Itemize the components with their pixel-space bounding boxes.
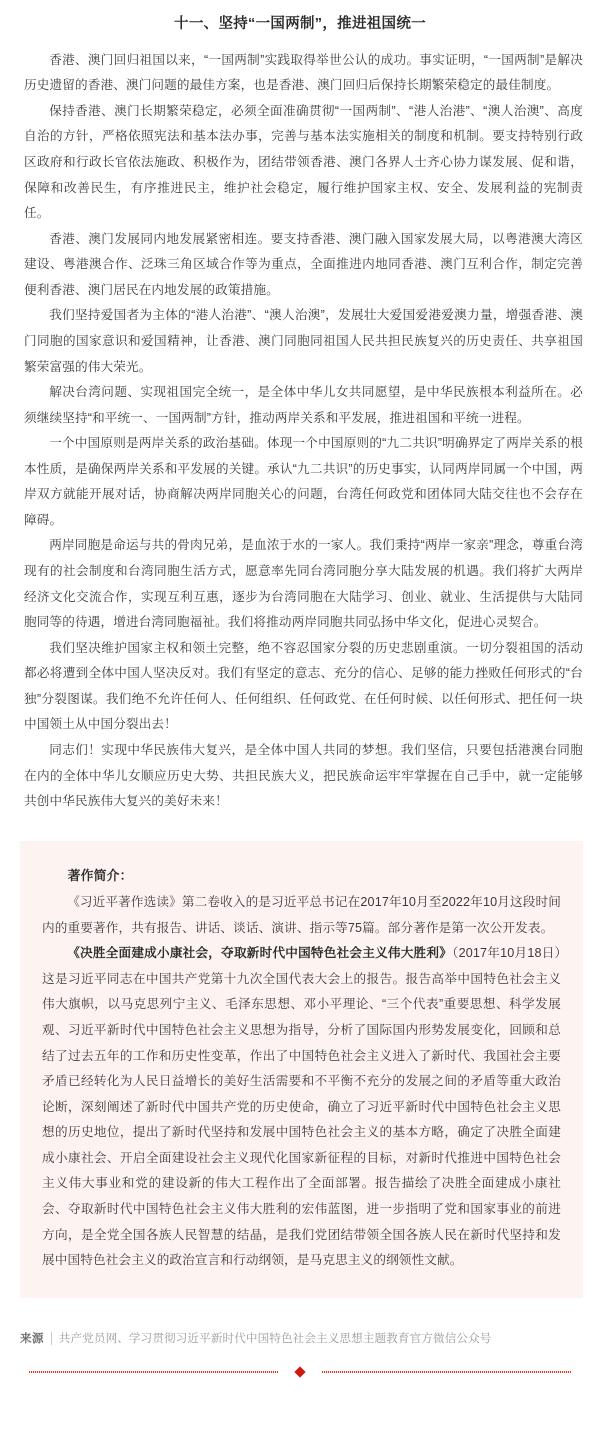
featured-work-title: 《决胜全面建成小康社会，夺取新时代中国特色社会主义伟大胜利》: [67, 946, 453, 961]
source-divider: [51, 1332, 52, 1345]
paragraph: 解决台湾问题、实现祖国完全统一，是全体中华儿女共同愿望，是中华民族根本利益所在。必须继续坚持“和平统一、一国两制”方针，推动两岸关系和平发展，推进祖国和平统一进程。: [24, 385, 583, 425]
source-label: 来源: [20, 1331, 44, 1345]
paragraph: 我们坚决维护国家主权和领土完整，绝不容忍国家分裂的历史悲剧重演。一切分裂祖国的活动都必将遭到全体中国人坚决反对。我们有坚定的意志、充分的信心、足够的能力挫败任何形式的“台独”分裂图谋。我们绝不允许任何人、任何组织、任何政党、在任何时候、以任何形式、把任何一块中国领土从中国分裂出去！: [24, 640, 583, 732]
decorative-divider: [20, 1368, 580, 1376]
source-text: 共产党员网、学习贯彻习近平新时代中国特色社会主义思想主题教育官方微信公众号: [58, 1331, 492, 1345]
paragraph: 一个中国原则是两岸关系的政治基础。体现一个中国原则的“九二共识”明确界定了两岸关系的根本性质，是确保两岸关系和平发展的关键。承认“九二共识”的历史事实，认同两岸同属一个中国，两岸双方就能开展对话，协商解决两岸同胞关心的问题，台湾任何政党和团体同大陆交往也不会存在障碍。: [24, 436, 583, 527]
paragraph: 同志们！实现中华民族伟大复兴，是全体中国人共同的梦想。我们坚信，只要包括港澳台同胞在内的全体中华儿女顺应历史大势、共担民族大义，把民族命运牢牢掌握在自己手中，就一定能够共创中华民族伟大复兴的美好未来！: [24, 742, 583, 809]
dotted-line-left-icon: [29, 1371, 278, 1373]
featured-work-paragraph: [42, 941, 561, 1273]
dotted-line-right-icon: [322, 1371, 571, 1373]
paragraph: 保持香港、澳门长期繁荣稳定，必须全面准确贯彻“一国两制”、“港人治港”、“澳人治澳”、高度自治的方针，严格依照宪法和基本法办事，完善与基本法实施相关的制度和机制。要支持特别行政区政府和行政长官依法施政、积极作为，团结带领香港、澳门各界人士齐心协力谋发展、促和谐，保障和改善民生，有序推进民主，维护社会稳定，履行维护国家主权、安全、发展利益的宪制责任。: [24, 103, 583, 221]
featured-work-description: （2017年10月18日）这是习近平同志在中国共产党第十九次全国代表大会上的报告。报告高举中国特色社会主义伟大旗帜，以马克思列宁主义、毛泽东思想、邓小平理论、“三个代表”重要思想、科学发展观、习近平新时代中国特色社会主义思想为指导，分析了国际国内形势发展变化，回顾和总结了过去五年的工作和历史性变革，作出了中国特色社会主义进入了新时代、我国社会主要矛盾已经转化为人民日益增长的美好生活需要和不平衡不充分的发展之间的矛盾等重大政治论断，深刻阐述了新时代中国共产党的历史使命，确立了习近平新时代中国特色社会主义思想的历史地位，提出了新时代坚持和发展中国特色社会主义的基本方略，确定了决胜全面建成小康社会、开启全面建设社会主义现代化国家新征程的目标，对新时代推进中国特色社会主义伟大事业和党的建设新的伟大工程作出了全面部署。报告描绘了决胜全面建成小康社会、夺取新时代中国特色社会主义伟大胜利的宏伟蓝图，进一步指明了党和国家事业的前进方向，是全党全国各族人民智慧的结晶，是我们党团结带领全国各族人民在新时代坚持和发展中国特色社会主义的政治宣言和行动纲领，是马克思主义的纲领性文献。: [42, 946, 561, 1268]
diamond-icon: [294, 1367, 305, 1378]
paragraph: 香港、澳门回归祖国以来，“一国两制”实践取得举世公认的成功。事实证明，“一国两制”是解决历史遗留的香港、澳门问题的最佳方案，也是香港、澳门回归后保持长期繁荣稳定的最佳制度。: [24, 52, 583, 93]
page-title: 十一、坚持“一国两制”，推进祖国统一: [174, 16, 426, 32]
book-intro-box: [20, 841, 583, 1298]
article-body: [0, 36, 600, 815]
source-line: [20, 1330, 580, 1349]
paragraph: 两岸同胞是命运与共的骨肉兄弟，是血浓于水的一家人。我们秉持“两岸一家亲”理念，尊重台湾现有的社会制度和台湾同胞生活方式，愿意率先同台湾同胞分享大陆发展的机遇。我们将扩大两岸经济文化交流合作，实现互利互惠，逐步为台湾同胞在大陆学习、创业、就业、生活提供与大陆同胞同等的待遇，增进台湾同胞福祉。我们将推动两岸同胞共同弘扬中华文化，促进心灵契合。: [24, 538, 583, 630]
paragraph: 我们坚持爱国者为主体的“港人治港”、“澳人治澳”，发展壮大爱国爱港爱澳力量，增强香港、澳门同胞的国家意识和爱国精神，让香港、澳门同胞同祖国人民共担民族复兴的历史责任、共享祖国繁荣富强的伟大荣光。: [24, 308, 583, 374]
book-intro-heading: 著作简介：: [67, 867, 133, 883]
book-intro-paragraph: 《习近平著作选读》第二卷收入的是习近平总书记在2017年10月至2022年10月这段时间内的重要著作，共有报告、讲话、谈话、演讲、指示等75篇。部分著作是第一次公开发表。: [42, 895, 561, 935]
paragraph: 香港、澳门发展同内地发展紧密相连。要支持香港、澳门融入国家发展大局，以粤港澳大湾区建设、粤港澳合作、泛珠三角区域合作等为重点，全面推进内地同香港、澳门互利合作，制定完善便利香港、澳门居民在内地发展的政策措施。: [24, 231, 583, 297]
footer: [0, 1298, 600, 1377]
